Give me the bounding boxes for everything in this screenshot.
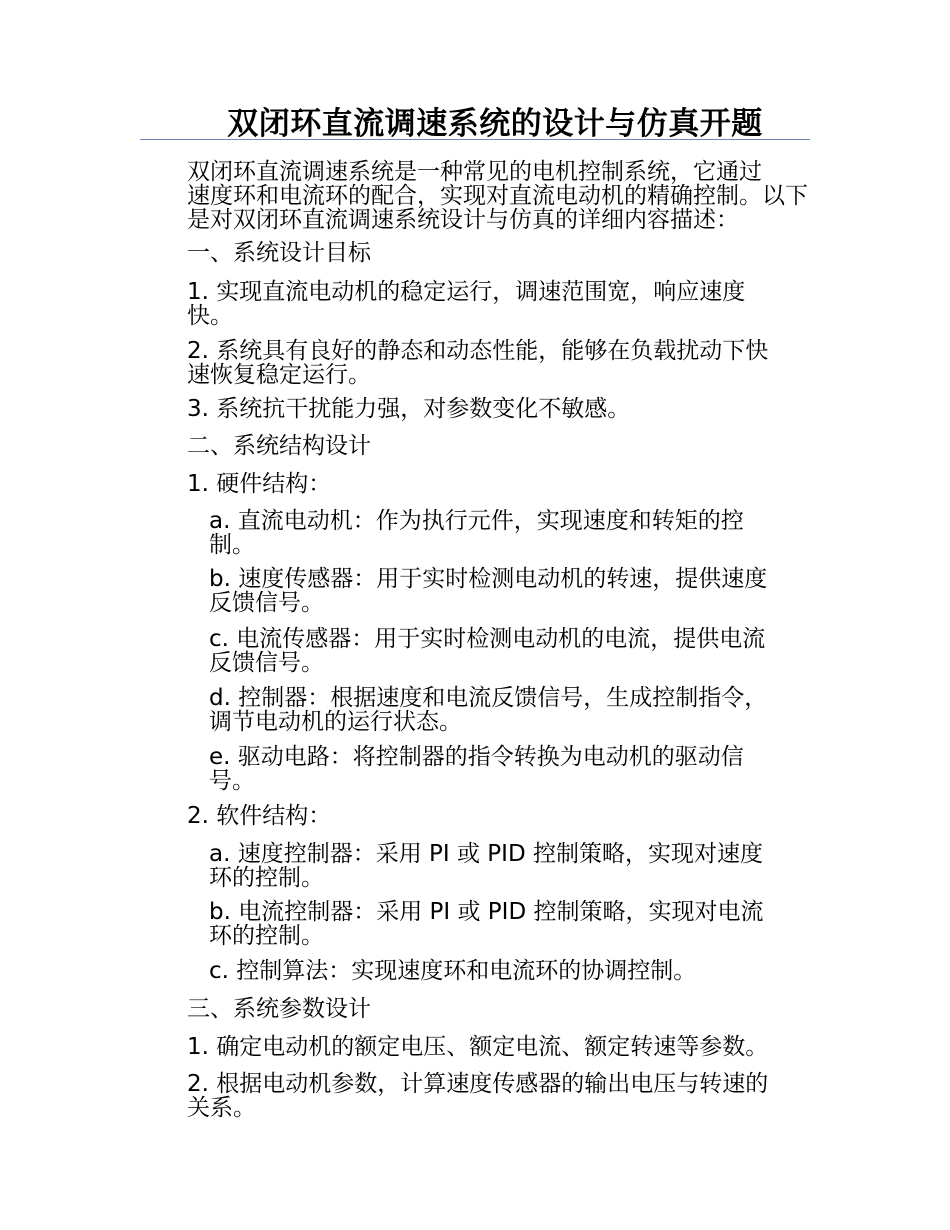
intro-paragraph (140, 160, 810, 232)
heading-text: 三、系统参数设计 (187, 996, 371, 1022)
paragraph-line: 号。 (209, 768, 255, 794)
paragraph-line: e. 驱动电路：将控制器的指令转换为电动机的驱动信 (209, 744, 744, 770)
paragraph-line: 双闭环直流调速系统是一种常见的电机控制系统，它通过 (187, 159, 762, 185)
section-heading (140, 241, 810, 265)
hardware-item (140, 509, 810, 557)
paragraph-line: c. 控制算法：实现速度环和电流环的协调控制。 (209, 958, 697, 984)
paragraph-line: 1. 实现直流电动机的稳定运行，调速范围宽，响应速度 (187, 279, 746, 305)
parameter-item (140, 1035, 810, 1059)
software-item (140, 842, 810, 890)
paragraph-line: 调节电动机的运行状态。 (209, 709, 462, 735)
title-underline (140, 139, 810, 140)
paragraph-line: 2. 根据电动机参数，计算速度传感器的输出电压与转速的 (187, 1071, 769, 1097)
goal-item (140, 397, 810, 421)
parameter-item (140, 1072, 810, 1120)
heading-text: 一、系统设计目标 (187, 240, 371, 266)
paragraph-line: 环的控制。 (209, 923, 324, 949)
hardware-item (140, 567, 810, 615)
goal-item (140, 339, 810, 387)
document-title: 双闭环直流调速系统的设计与仿真开题 (227, 106, 763, 142)
software-item (140, 959, 810, 983)
paragraph-line: 反馈信号。 (209, 650, 324, 676)
paragraph-line: a. 速度控制器：采用 PI 或 PID 控制策略，实现对速度 (209, 841, 763, 867)
section-heading (140, 997, 810, 1021)
section-heading (140, 434, 810, 458)
heading-text: 1. 硬件结构： (187, 471, 332, 497)
paragraph-line: 反馈信号。 (209, 590, 324, 616)
paragraph-line: c. 电流传感器：用于实时检测电动机的电流，提供电流 (209, 626, 766, 652)
goal-item (140, 280, 810, 328)
paragraph-line: 1. 确定电动机的额定电压、额定电流、额定转速等参数。 (187, 1034, 769, 1060)
paragraph-line: 速度环和电流环的配合，实现对直流电动机的精确控制。以下 (187, 183, 808, 209)
software-item (140, 900, 810, 948)
subsection-heading (140, 804, 810, 828)
paragraph-line: 环的控制。 (209, 865, 324, 891)
paragraph-line: 速恢复稳定运行。 (187, 362, 371, 388)
paragraph-line: b. 电流控制器：采用 PI 或 PID 控制策略，实现对电流 (209, 899, 764, 925)
heading-text: 2. 软件结构： (187, 803, 332, 829)
paragraph-line: 关系。 (187, 1095, 256, 1121)
paragraph-line: b. 速度传感器：用于实时检测电动机的转速，提供速度 (209, 566, 768, 592)
hardware-item (140, 627, 810, 675)
paragraph-line: 制。 (209, 532, 255, 558)
paragraph-line: a. 直流电动机：作为执行元件，实现速度和转矩的控 (209, 508, 744, 534)
hardware-item (140, 686, 810, 734)
subsection-heading (140, 472, 810, 496)
hardware-item (140, 745, 810, 793)
paragraph-line: 3. 系统抗干扰能力强，对参数变化不敏感。 (187, 396, 631, 422)
paragraph-line: 快。 (187, 303, 233, 329)
paragraph-line: 是对双闭环直流调速系统设计与仿真的详细内容描述： (187, 207, 739, 233)
paragraph-line: d. 控制器：根据速度和电流反馈信号，生成控制指令， (209, 685, 768, 711)
heading-text: 二、系统结构设计 (187, 433, 371, 459)
paragraph-line: 2. 系统具有良好的静态和动态性能，能够在负载扰动下快 (187, 338, 769, 364)
